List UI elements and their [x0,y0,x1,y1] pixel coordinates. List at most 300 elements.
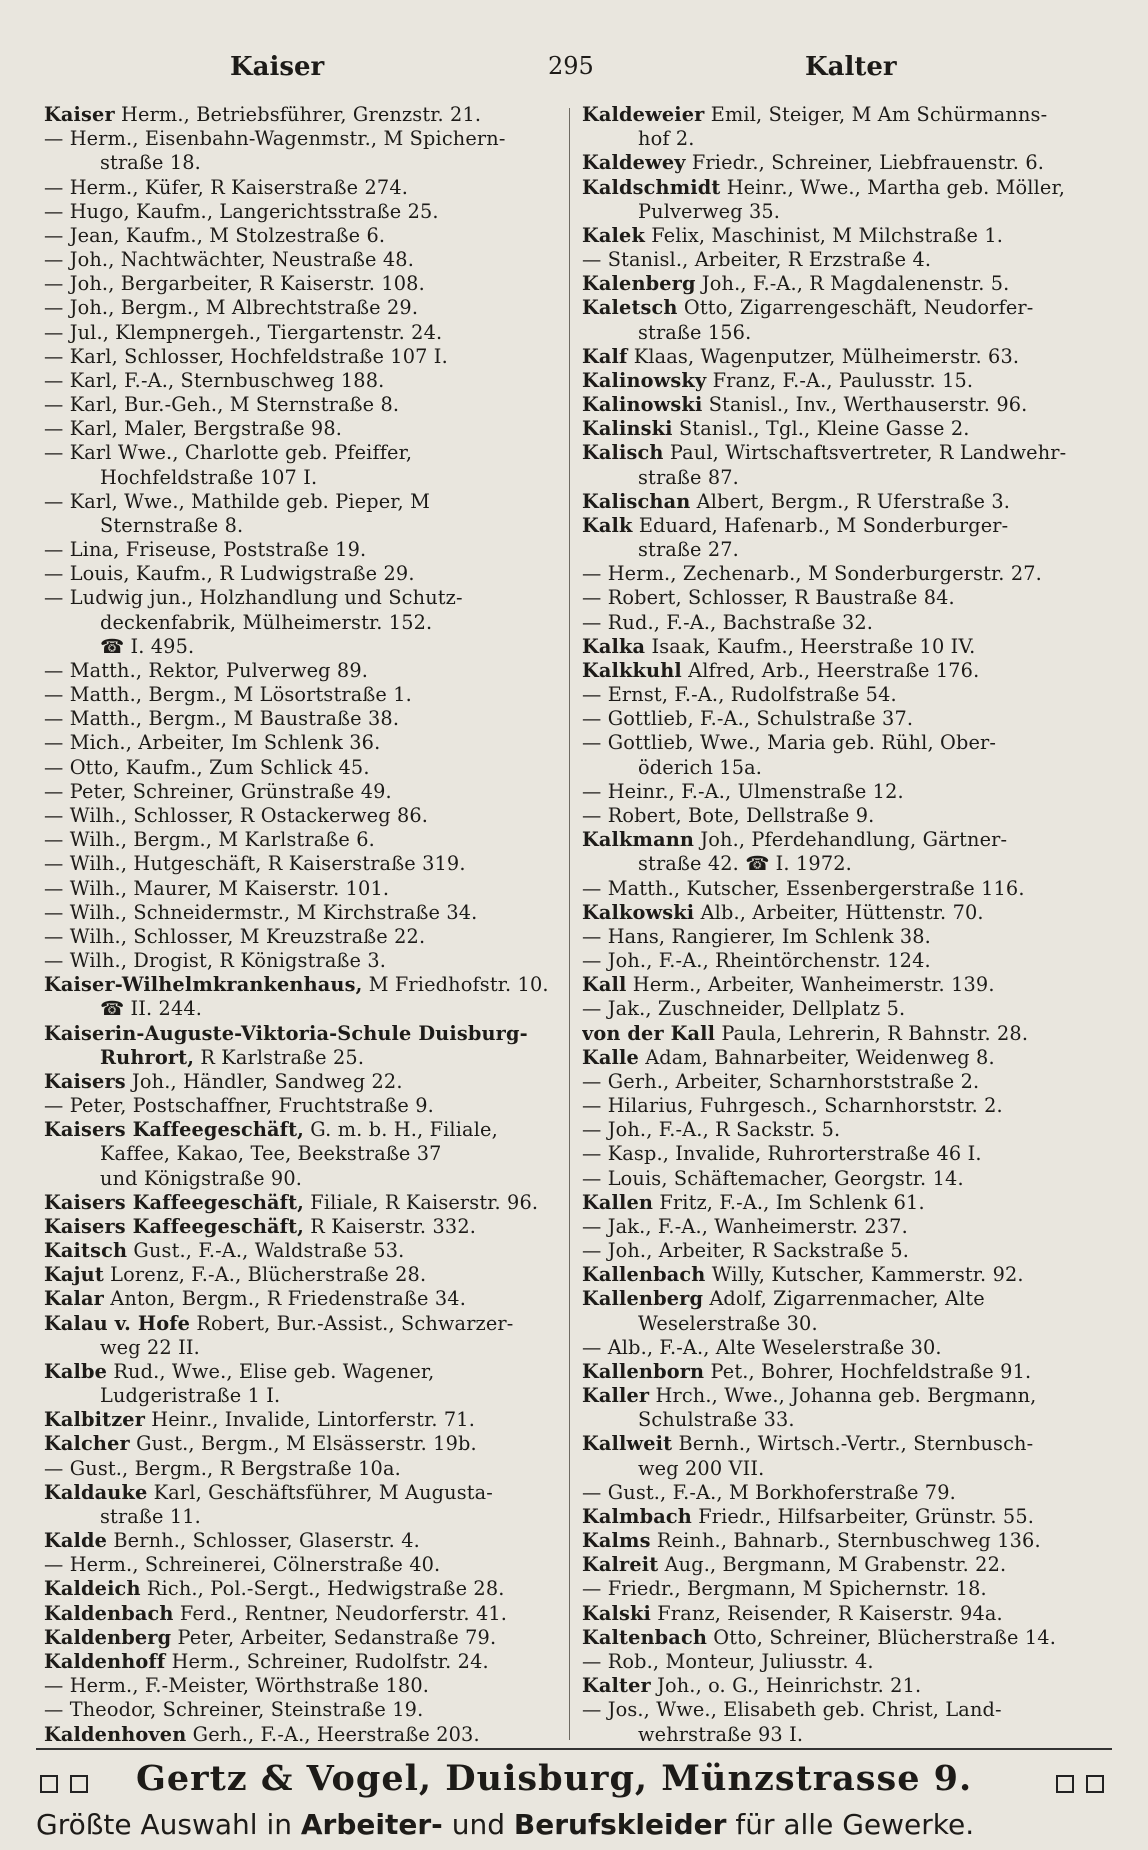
entry-surname: Kalmbach [582,1504,692,1528]
entry-text: — Wilh., Bergm., M Karlstraße 6. [44,828,375,852]
entry-surname: Kalski [582,1601,652,1625]
directory-entry [44,732,556,754]
entry-text: — Gottlieb, Wwe., Maria geb. Rühl, Ober- [582,731,997,755]
directory-entry [44,1095,556,1117]
directory-entry [582,394,1104,416]
entry-text: R Kaiserstr. 332. [304,1214,477,1238]
directory-entry [44,1192,556,1214]
left-column [44,104,556,1746]
entry-text: Karl, Geschäftsführer, M Augusta- [147,1480,493,1504]
square-ornament-icon [40,1775,58,1793]
entry-text: — Gust., F.-A., M Borkhoferstraße 79. [582,1480,956,1504]
column-divider [569,108,570,1740]
advert-line-2 [36,1808,1112,1841]
entry-text: — Karl, Bur.-Geh., M Sternstraße 8. [44,393,400,417]
entry-text: Ludgeristraße 1 I. [100,1384,281,1408]
directory-entry [582,1143,1104,1165]
entry-text: Herm., Betriebsführer, Grenzstr. 21. [114,104,482,126]
directory-entry [582,177,1104,199]
entry-text: — Joh., Bergm., M Albrechtstraße 29. [44,296,419,320]
directory-entry [44,1651,556,1673]
entry-surname: Kaldschmidt [582,175,721,199]
directory-entry [44,1578,556,1600]
entry-text: Herm., Schreiner, Rudolfstr. 24. [165,1650,489,1673]
directory-entry [44,878,556,900]
entry-text: — Stanisl., Arbeiter, R Erzstraße 4. [582,248,932,272]
entry-text: Isaak, Kaufm., Heerstraße 10 IV. [645,634,976,658]
entry-text: Stanisl., Tgl., Kleine Gasse 2. [672,417,970,441]
entry-continuation [44,636,556,658]
entry-text: — Matth., Kutscher, Essenbergerstraße 116. [582,876,1025,900]
entry-text: Friedr., Schreiner, Liebfrauenstr. 6. [685,151,1045,175]
entry-text: — Jak., F.-A., Wanheimerstr. 237. [582,1214,908,1238]
entry-text: Alb., Arbeiter, Hüttenstr. 70. [694,900,984,924]
directory-entry [582,1216,1104,1238]
directory-entry [582,660,1104,682]
directory-entry [582,1506,1104,1528]
entry-text: Paul, Wirtschaftsvertreter, R Landwehr- [663,441,1067,465]
directory-entry [44,491,556,513]
directory-entry [582,104,1104,126]
entry-text: Heinr., Wwe., Martha geb. Möller, [720,175,1066,199]
directory-entry [582,249,1104,271]
directory-entry [582,1482,1104,1504]
entry-text: G. m. b. H., Filiale, [304,1118,498,1142]
directory-entry [44,660,556,682]
directory-entry [44,1023,556,1045]
entry-continuation [582,1458,1104,1480]
entry-text: Sternstraße 8. [100,513,244,537]
entry-text: — Herm., Schreinerei, Cölnerstraße 40. [44,1553,441,1577]
entry-surname: Kalms [582,1529,651,1553]
entry-continuation [44,1168,556,1190]
directory-entry [582,1047,1104,1069]
entry-surname: Kaiserin-Auguste-Viktoria-Schule Duisburg- [44,1021,528,1045]
entry-surname: Kalinowski [582,393,703,417]
advert-text: Größte Auswahl in [36,1808,301,1841]
entry-text: — Jos., Wwe., Elisabeth geb. Christ, Land- [582,1698,1002,1722]
entry-text: Anton, Bergm., R Friedenstraße 34. [103,1287,466,1311]
directory-entry [44,708,556,730]
directory-entry [582,1168,1104,1190]
entry-surname: Kaitsch [44,1239,128,1263]
entry-text: Gust., F.-A., Waldstraße 53. [127,1239,405,1263]
directory-entry [44,1433,556,1455]
entry-text: Franz, F.-A., Paulusstr. 15. [706,368,974,392]
entry-text: — Joh., F.-A., Rheintörchenstr. 124. [582,949,931,973]
entry-text: — Louis, Kaufm., R Ludwigstraße 29. [44,562,415,586]
entry-text: Paula, Lehrerin, R Bahnstr. 28. [715,1021,1029,1045]
entry-text: öderich 15a. [638,755,763,779]
entry-continuation [582,1409,1104,1431]
entry-surname: Kalk [582,513,633,537]
directory-entry [44,781,556,803]
entry-text: straße 87. [638,465,739,489]
entry-text: Reinh., Bahnarb., Sternbuschweg 136. [650,1529,1041,1553]
directory-entry [44,974,556,996]
directory-entry [582,1530,1104,1552]
directory-entry [582,998,1104,1020]
entry-text: Friedr., Hilfsarbeiter, Grünstr. 55. [691,1504,1035,1528]
directory-entry [44,1288,556,1310]
directory-entry [582,684,1104,706]
advert-text-strong: Arbeiter- [300,1808,443,1841]
directory-entry [44,902,556,924]
entry-text: Joh., Pferdehandlung, Gärtner- [694,828,1008,852]
directory-entry [582,974,1104,996]
directory-entry [44,563,556,585]
entry-text: Adolf, Zigarrenmacher, Alte [703,1287,985,1311]
entry-continuation [582,467,1104,489]
entry-text: — Heinr., F.-A., Ulmenstraße 12. [582,779,904,803]
directory-entry [582,297,1104,319]
directory-entry [582,273,1104,295]
entry-text: — Peter, Postschaffner, Fruchtstraße 9. [44,1094,434,1118]
directory-entry [582,1240,1104,1262]
entry-text: — Wilh., Drogist, R Königstraße 3. [44,949,387,973]
directory-entry [44,297,556,319]
entry-text: — Matth., Bergm., M Lösortstraße 1. [44,683,412,707]
directory-entry [582,708,1104,730]
directory-entry [582,926,1104,948]
directory-entry [44,249,556,271]
entry-text: ☎ II. 244. [100,997,203,1021]
entry-text: Bernh., Wirtsch.-Vertr., Sternbusch- [672,1432,1034,1456]
directory-entry [582,1264,1104,1286]
entry-continuation [582,1313,1104,1335]
directory-entry [44,128,556,150]
entry-text: Joh., Händler, Sandweg 22. [125,1069,403,1093]
entry-surname: Kaldewey [582,151,686,175]
entry-surname: Kallenbach [582,1263,706,1287]
entry-surname: Kaisers Kaffeegeschäft, [44,1190,305,1214]
entry-surname: Kaldenbach [44,1601,174,1625]
advert-text-strong: Berufskleider [513,1808,727,1841]
entry-surname: Kallweit [582,1432,673,1456]
directory-entry [44,1409,556,1431]
entry-text: — Otto, Kaufm., Zum Schlick 45. [44,755,370,779]
entry-text: Gust., Bergm., M Elsässerstr. 19b. [129,1432,477,1456]
entry-surname: Kalisch [582,441,664,465]
directory-entry [44,1603,556,1625]
entry-text: wehrstraße 93 I. [638,1722,804,1746]
entry-text: — Hilarius, Fuhrgesch., Scharnhorststr. 2. [582,1094,1003,1118]
entry-surname: Kallenborn [582,1359,705,1383]
directory-entry [582,805,1104,827]
entry-surname: Kalinski [582,417,673,441]
directory-entry [44,1699,556,1721]
entry-text: Schulstraße 33. [638,1408,795,1432]
directory-entry [44,805,556,827]
directory-entry [582,442,1104,464]
entry-text: — Wilh., Hutgeschäft, R Kaiserstraße 319. [44,852,466,876]
directory-entry [582,418,1104,440]
entry-text: — Karl, Schlosser, Hochfeldstraße 107 I. [44,344,448,368]
entry-text: — Robert, Schlosser, R Baustraße 84. [582,586,955,610]
entry-text: — Matth., Bergm., M Baustraße 38. [44,707,400,731]
entry-text: Peter, Arbeiter, Sedanstraße 79. [171,1625,497,1649]
entry-text: Ferd., Rentner, Neudorferstr. 41. [173,1601,508,1625]
directory-entry [582,1361,1104,1383]
entry-text: Rich., Pol.-Sergt., Hedwigstraße 28. [140,1577,505,1601]
entry-continuation [582,128,1104,150]
directory-entry [44,1675,556,1697]
entry-text: Joh., o. G., Heinrichstr. 21. [650,1674,922,1698]
entry-text: weg 22 II. [100,1335,200,1359]
entry-text: — Karl Wwe., Charlotte geb. Pfeiffer, [44,441,413,465]
directory-entry [44,322,556,344]
entry-text: — Joh., Nachtwächter, Neustraße 48. [44,248,415,272]
entry-text: — Wilh., Schneidermstr., M Kirchstraße 34. [44,900,478,924]
left-running-head: Kaiser [230,52,325,82]
entry-text: Adam, Bahnarbeiter, Weidenweg 8. [638,1045,995,1069]
directory-entry [44,539,556,561]
square-ornament-icon [1086,1775,1104,1793]
entry-text: — Theodor, Schreiner, Steinstraße 19. [44,1698,424,1722]
advert-text: für alle Gewerke. [726,1808,975,1841]
entry-text: M Friedhofstr. 10. [362,973,549,997]
directory-entry [582,346,1104,368]
entry-text: Bernh., Schlosser, Glaserstr. 4. [107,1529,420,1553]
directory-entry [44,1554,556,1576]
directory-entry [582,1603,1104,1625]
directory-entry [582,515,1104,537]
entry-surname: Kalka [582,634,646,658]
directory-entry [582,1119,1104,1141]
entry-surname: Kalkkuhl [582,658,682,682]
entry-continuation [44,515,556,537]
directory-entry [582,878,1104,900]
directory-entry [44,418,556,440]
entry-continuation [44,612,556,634]
directory-entry [44,1627,556,1649]
directory-entry [582,1337,1104,1359]
entry-text: Klaas, Wagenputzer, Mülheimerstr. 63. [627,344,1020,368]
directory-entry [582,781,1104,803]
entry-surname: Kall [582,973,627,997]
entry-text: — Mich., Arbeiter, Im Schlenk 36. [44,731,381,755]
entry-text: Hochfeldstraße 107 I. [100,465,318,489]
right-column [582,104,1104,1746]
entry-surname: Kallenberg [582,1287,704,1311]
directory-entry [44,1458,556,1480]
page-header [0,52,1148,92]
entry-surname: Kaisers [44,1069,126,1093]
entry-text: — Kasp., Invalide, Ruhrorterstraße 46 I. [582,1142,982,1166]
directory-entry [44,177,556,199]
directory-entry [582,902,1104,924]
directory-entry [44,1119,556,1141]
entry-text: Weselerstraße 30. [638,1311,818,1335]
directory-entry [44,442,556,464]
directory-entry [44,587,556,609]
directory-entry [44,1216,556,1238]
entry-text: — Karl, Wwe., Mathilde geb. Pieper, M [44,489,430,513]
entry-text: Pulverweg 35. [638,199,781,223]
advert-company: Gertz & Vogel, Duisburg, Münzstrasse 9. [136,1758,973,1799]
directory-entry [582,1385,1104,1407]
entry-continuation [582,1724,1104,1746]
directory-entry [582,950,1104,972]
entry-continuation [44,1506,556,1528]
entry-text: deckenfabrik, Mülheimerstr. 152. [100,610,433,634]
entry-text: Joh., F.-A., R Magdalenenstr. 5. [695,272,1010,296]
square-ornament-icon [1056,1775,1074,1793]
entry-text: — Joh., F.-A., R Sackstr. 5. [582,1118,841,1142]
entry-text: Stanisl., Inv., Werthauserstr. 96. [702,393,1028,417]
entry-text: — Ernst, F.-A., Rudolfstraße 54. [582,683,897,707]
entry-text: Rud., Wwe., Elise geb. Wagener, [107,1359,435,1383]
entry-text: Eduard, Hafenarb., M Sonderburger- [632,513,1009,537]
entry-surname: Kalbitzer [44,1408,146,1432]
directory-entry [582,1433,1104,1455]
directory-entry [44,950,556,972]
directory-entry [582,1554,1104,1576]
entry-text: — Hans, Rangierer, Im Schlenk 38. [582,924,931,948]
entry-text: — Jak., Zuschneider, Dellplatz 5. [582,997,906,1021]
directory-entry [44,684,556,706]
entry-surname: Kaller [582,1384,650,1408]
entry-text: — Louis, Schäftemacher, Georgstr. 14. [582,1166,964,1190]
entry-surname: Kaiser-Wilhelmkrankenhaus, [44,973,363,997]
entry-text: — Lina, Friseuse, Poststraße 19. [44,538,367,562]
entry-text: Albert, Bergm., R Uferstraße 3. [690,489,1011,513]
directory-entry [44,1361,556,1383]
directory-entry [44,1313,556,1335]
entry-continuation [44,1047,556,1069]
entry-surname: Kalenberg [582,272,696,296]
entry-surname: Kaldeweier [582,104,705,126]
entry-surname: Kalter [582,1674,651,1698]
entry-text: Otto, Zigarrengeschäft, Neudorfer- [677,296,1034,320]
entry-text: Herm., Arbeiter, Wanheimerstr. 139. [626,973,995,997]
entry-text: — Alb., F.-A., Alte Weselerstraße 30. [582,1335,942,1359]
entry-text: hof 2. [638,127,695,151]
directory-entry [582,1699,1104,1721]
entry-text: Kaffee, Kakao, Tee, Beekstraße 37 [100,1142,442,1166]
entry-text: — Rud., F.-A., Bachstraße 32. [582,610,874,634]
entry-text: — Friedr., Bergmann, M Spichernstr. 18. [582,1577,987,1601]
entry-text: weg 200 VII. [638,1456,765,1480]
advert-text: und [442,1808,514,1841]
entry-text: — Karl, Maler, Bergstraße 98. [44,417,343,441]
directory-entry [582,1651,1104,1673]
entry-surname: Kaldenhoven [44,1722,187,1746]
entry-continuation [44,1385,556,1407]
entry-text: Lorenz, F.-A., Blücherstraße 28. [103,1263,427,1287]
directory-entry [582,1675,1104,1697]
directory-entry [44,394,556,416]
entry-surname: Kaisers Kaffeegeschäft, [44,1214,305,1238]
directory-entry [582,1095,1104,1117]
entry-surname: Kalreit [582,1553,659,1577]
entry-surname: Kalbe [44,1359,108,1383]
directory-entry [44,346,556,368]
directory-entry [582,563,1104,585]
entry-surname: Kalkowski [582,900,695,924]
directory-entry [44,225,556,247]
entry-surname: Kalkmann [582,828,695,852]
entry-text: — Gerh., Arbeiter, Scharnhorststraße 2. [582,1069,980,1093]
entry-text: — Hugo, Kaufm., Langerichtsstraße 25. [44,199,439,223]
square-ornament-icon [70,1775,88,1793]
entry-surname: Kalde [44,1529,108,1553]
entry-text: — Herm., Küfer, R Kaiserstraße 274. [44,175,409,199]
entry-text: — Wilh., Schlosser, M Kreuzstraße 22. [44,924,426,948]
entry-text: Fritz, F.-A., Im Schlenk 61. [653,1190,925,1214]
directory-entry [44,1240,556,1262]
entry-text: Willy, Kutscher, Kammerstr. 92. [705,1263,1024,1287]
entry-text: Emil, Steiger, M Am Schürmanns- [704,104,1048,126]
directory-entry [582,491,1104,513]
entry-surname: Kaldeich [44,1577,141,1601]
directory-entry [582,612,1104,634]
directory-entry [44,370,556,392]
entry-text: Aug., Bergmann, M Grabenstr. 22. [658,1553,1007,1577]
right-running-head: Kalter [805,52,897,82]
entry-text: Gerh., F.-A., Heerstraße 203. [186,1722,480,1746]
directory-entry [44,1482,556,1504]
entry-surname: Kalinowsky [582,368,707,392]
entry-text: — Jean, Kaufm., M Stolzestraße 6. [44,223,386,247]
advert-line-1 [36,1758,1112,1806]
entry-continuation [582,757,1104,779]
directory-entry [44,104,556,126]
entry-text: — Gust., Bergm., R Bergstraße 10a. [44,1456,401,1480]
directory-entry [582,732,1104,754]
directory-entry [582,829,1104,851]
directory-entry [582,587,1104,609]
directory-entry [582,152,1104,174]
entry-text: Pet., Bohrer, Hochfeldstraße 91. [704,1359,1032,1383]
entry-surname: Kalf [582,344,628,368]
entry-continuation [44,1143,556,1165]
entry-surname: Kaiser [44,104,115,126]
entry-text: straße 11. [100,1504,201,1528]
entry-text: — Matth., Rektor, Pulverweg 89. [44,658,369,682]
directory-entry [44,1530,556,1552]
entry-surname: Kallen [582,1190,654,1214]
entry-text: straße 27. [638,538,739,562]
directory-entry [44,273,556,295]
directory-entry [582,1192,1104,1214]
directory-entry [582,1288,1104,1310]
entry-continuation [44,467,556,489]
page-number: 295 [548,52,594,80]
entry-text: — Gottlieb, F.-A., Schulstraße 37. [582,707,914,731]
entry-text: — Karl, F.-A., Sternbuschweg 188. [44,368,385,392]
entry-text: — Wilh., Schlosser, R Ostackerweg 86. [44,803,429,827]
entry-text: und Königstraße 90. [100,1166,303,1190]
directory-entry [582,636,1104,658]
entry-text: Felix, Maschinist, M Milchstraße 1. [644,223,1004,247]
entry-text: — Herm., Zechenarb., M Sonderburgerstr. 27. [582,562,1042,586]
entry-surname: Ruhrort, [100,1045,195,1069]
entry-text: — Ludwig jun., Holzhandlung und Schutz- [44,586,463,610]
entry-continuation [582,322,1104,344]
entry-surname: Kaltenbach [582,1625,708,1649]
entry-surname: Kajut [44,1263,104,1287]
entry-text: ☎ I. 495. [100,634,195,658]
entry-text: straße 156. [638,320,752,344]
directory-entry [582,370,1104,392]
entry-surname: Kaldenberg [44,1625,172,1649]
directory-entry [44,1264,556,1286]
entry-surname: Kalek [582,223,645,247]
entry-surname: Kalar [44,1287,104,1311]
directory-entry [44,853,556,875]
directory-entry [582,1071,1104,1093]
